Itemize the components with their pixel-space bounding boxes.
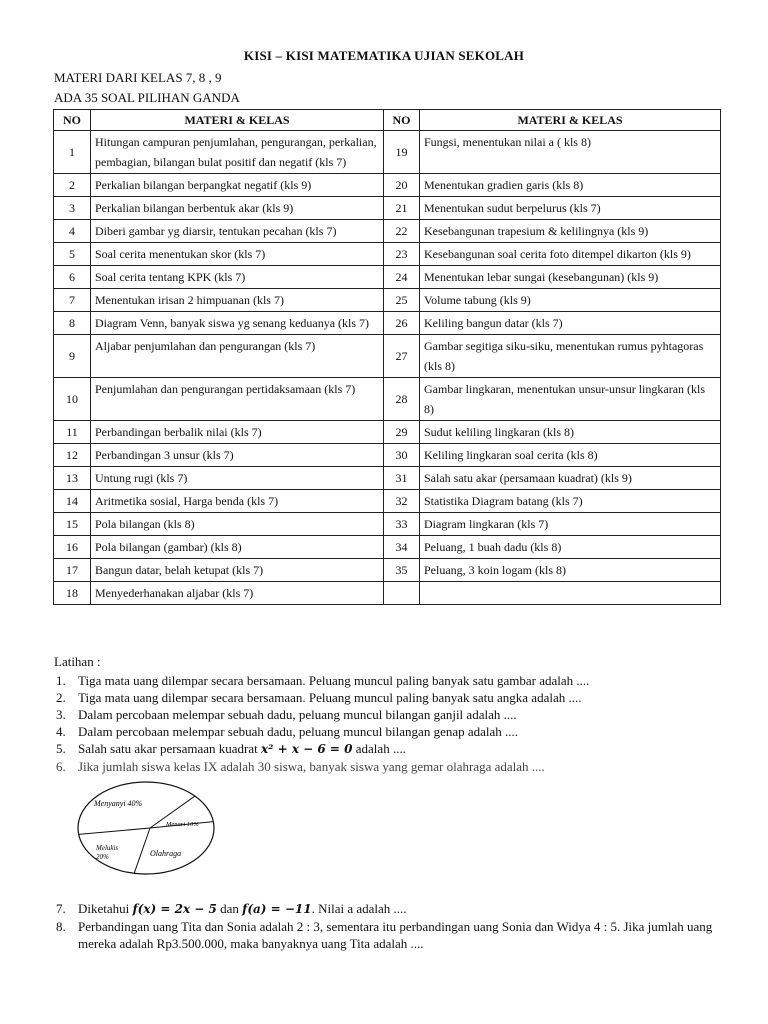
question-text: Tiga mata uang dilempar secara bersamaan. Peluang muncul paling banyak satu gambar adalah .... — [78, 673, 590, 688]
question-item — [54, 672, 734, 689]
row-materi-right: Gambar lingkaran, menentukan unsur-unsur lingkaran (kls 8) — [420, 378, 721, 421]
question-text: Tiga mata uang dilempar secara bersamaan. Peluang muncul paling banyak satu angka adalah .... — [78, 690, 582, 705]
row-no-left: 18 — [54, 582, 91, 605]
pie-label-melukis-value: 20% — [96, 853, 109, 861]
row-no-left: 2 — [54, 174, 91, 197]
question-number: 6. — [56, 759, 66, 774]
table-row — [54, 536, 721, 559]
row-no-left: 13 — [54, 467, 91, 490]
header-materi-left: MATERI & KELAS — [91, 110, 384, 131]
question-item — [54, 900, 744, 918]
row-materi-left: Perkalian bilangan berpangkat negatif (kls 9) — [91, 174, 384, 197]
question-item — [54, 740, 734, 758]
question-math-1: f(x) = 2x − 5 — [132, 902, 217, 916]
row-no-right: 19 — [384, 131, 420, 174]
row-no-left: 14 — [54, 490, 91, 513]
row-materi-left: Aritmetika sosial, Harga benda (kls 7) — [91, 490, 384, 513]
row-materi-right: Diagram lingkaran (kls 7) — [420, 513, 721, 536]
row-no-left: 7 — [54, 289, 91, 312]
table-row — [54, 312, 721, 335]
table-header-row — [54, 110, 721, 131]
row-no-right: 33 — [384, 513, 420, 536]
question-item — [54, 918, 744, 952]
row-no-right: 23 — [384, 243, 420, 266]
question-number: 8. — [56, 919, 66, 934]
subtitle-soal: ADA 35 SOAL PILIHAN GANDA — [54, 90, 240, 105]
row-materi-left: Diberi gambar yg diarsir, tentukan pecahan (kls 7) — [91, 220, 384, 243]
table-row — [54, 421, 721, 444]
table-body — [54, 131, 721, 605]
row-materi-left: Diagram Venn, banyak siswa yg senang keduanya (kls 7) — [91, 312, 384, 335]
row-no-right: 29 — [384, 421, 420, 444]
row-materi-right: Fungsi, menentukan nilai a ( kls 8) — [420, 131, 721, 174]
row-no-right: 26 — [384, 312, 420, 335]
question-text-pre: Salah satu akar persamaan kuadrat — [78, 741, 262, 756]
row-materi-right: Menentukan lebar sungai (kesebangunan) (kls 9) — [420, 266, 721, 289]
pie-label-melukis: Melukis — [96, 844, 119, 852]
row-no-right: 28 — [384, 378, 420, 421]
row-materi-left: Untung rugi (kls 7) — [91, 467, 384, 490]
row-materi-left: Menentukan irisan 2 himpuanan (kls 7) — [91, 289, 384, 312]
row-no-right: 32 — [384, 490, 420, 513]
table-row — [54, 513, 721, 536]
question-item — [54, 706, 734, 723]
row-materi-right: Kesebangunan soal cerita foto ditempel dikarton (kls 9) — [420, 243, 721, 266]
question-text: Dalam percobaan melempar sebuah dadu, peluang muncul bilangan ganjil adalah .... — [78, 707, 517, 722]
row-materi-right: Gambar segitiga siku-siku, menentukan rumus pyhtagoras (kls 8) — [420, 335, 721, 378]
table-row — [54, 467, 721, 490]
row-no-left: 12 — [54, 444, 91, 467]
table-row — [54, 131, 721, 174]
row-no-left: 3 — [54, 197, 91, 220]
question-number: 2. — [56, 690, 66, 705]
row-no-right: 22 — [384, 220, 420, 243]
row-no-left: 5 — [54, 243, 91, 266]
row-no-right: 31 — [384, 467, 420, 490]
row-materi-left: Aljabar penjumlahan dan pengurangan (kls 7) — [91, 335, 384, 378]
row-no-left: 1 — [54, 131, 91, 174]
row-materi-right: Salah satu akar (persamaan kuadrat) (kls 9) — [420, 467, 721, 490]
question-number: 7. — [56, 901, 66, 916]
pie-chart — [74, 778, 224, 878]
question-math-2: f(a) = −11 — [242, 902, 312, 916]
row-no-right: 21 — [384, 197, 420, 220]
row-materi-right: Volume tabung (kls 9) — [420, 289, 721, 312]
row-no-right: 35 — [384, 559, 420, 582]
question-text: Perbandingan uang Tita dan Sonia adalah 2 : 3, sementara itu perbandingan uang Sonia dan Widya 4 : 5. Jika jumlah uang mereka adalah Rp3.500.000, maka banyaknya uang Tita adalah .... — [78, 919, 713, 951]
row-materi-left: Soal cerita tentang KPK (kls 7) — [91, 266, 384, 289]
row-materi-left: Hitungan campuran penjumlahan, pengurangan, perkalian, pembagian, bilangan bulat positif dan negatif (kls 7) — [91, 131, 384, 174]
question-item — [54, 723, 734, 740]
question-item — [54, 758, 734, 775]
question-text-post: adalah .... — [352, 741, 406, 756]
row-materi-right: Statistika Diagram batang (kls 7) — [420, 490, 721, 513]
subtitle-materi: MATERI DARI KELAS 7, 8 , 9 — [54, 70, 222, 85]
row-materi-left: Soal cerita menentukan skor (kls 7) — [91, 243, 384, 266]
table-row — [54, 444, 721, 467]
header-no-left: NO — [54, 110, 91, 131]
row-no-right: 34 — [384, 536, 420, 559]
table-row — [54, 335, 721, 378]
pie-label-menari: Menari 10% — [166, 821, 199, 828]
row-no-left: 16 — [54, 536, 91, 559]
row-no-left: 4 — [54, 220, 91, 243]
question-text-mid: dan — [216, 901, 243, 916]
row-materi-left: Perkalian bilangan berbentuk akar (kls 9) — [91, 197, 384, 220]
row-materi-right: Menentukan sudut berpelurus (kls 7) — [420, 197, 721, 220]
row-no-left: 15 — [54, 513, 91, 536]
question-item — [54, 689, 734, 706]
row-materi-right: Sudut keliling lingkaran (kls 8) — [420, 421, 721, 444]
kisi-kisi-table — [53, 109, 721, 605]
table-row — [54, 289, 721, 312]
question-list — [54, 672, 734, 775]
row-no-left: 6 — [54, 266, 91, 289]
row-no-left: 8 — [54, 312, 91, 335]
row-materi-right: Peluang, 1 buah dadu (kls 8) — [420, 536, 721, 559]
header-materi-right: MATERI & KELAS — [420, 110, 721, 131]
pie-divider-line — [79, 828, 150, 834]
question-text: Jika jumlah siswa kelas IX adalah 30 siswa, banyak siswa yang gemar olahraga adalah .... — [78, 759, 545, 774]
row-materi-left: Bangun datar, belah ketupat (kls 7) — [91, 559, 384, 582]
row-materi-right: Peluang, 3 koin logam (kls 8) — [420, 559, 721, 582]
row-materi-left: Perbandingan 3 unsur (kls 7) — [91, 444, 384, 467]
row-materi-left: Perbandingan berbalik nilai (kls 7) — [91, 421, 384, 444]
page-title: KISI – KISI MATEMATIKA UJIAN SEKOLAH — [243, 48, 525, 63]
row-no-left: 10 — [54, 378, 91, 421]
table-row — [54, 378, 721, 421]
question-number: 1. — [56, 673, 66, 688]
header-no-right: NO — [384, 110, 420, 131]
table-row — [54, 243, 721, 266]
table-row — [54, 197, 721, 220]
row-no-right: 25 — [384, 289, 420, 312]
question-number: 4. — [56, 724, 66, 739]
question-math: x² + x − 6 = 0 — [261, 742, 353, 756]
question-text: Dalam percobaan melempar sebuah dadu, peluang muncul bilangan genap adalah .... — [78, 724, 519, 739]
question-text-post: . Nilai a adalah .... — [311, 901, 407, 916]
row-materi-left: Pola bilangan (gambar) (kls 8) — [91, 536, 384, 559]
pie-divider-line — [134, 828, 150, 873]
row-materi-right: Kesebangunan trapesium & kelilingnya (kls 9) — [420, 220, 721, 243]
row-no-left: 9 — [54, 335, 91, 378]
row-materi-left: Pola bilangan (kls 8) — [91, 513, 384, 536]
question-text-pre: Diketahui — [78, 901, 133, 916]
row-no-left: 17 — [54, 559, 91, 582]
row-no-right: 27 — [384, 335, 420, 378]
table-row — [54, 266, 721, 289]
row-materi-right — [420, 582, 721, 605]
table-row — [54, 582, 721, 605]
latihan-label: Latihan : — [54, 654, 101, 669]
row-no-right — [384, 582, 420, 605]
question-list-2 — [54, 900, 744, 952]
row-materi-right: Menentukan gradien garis (kls 8) — [420, 174, 721, 197]
row-no-right: 20 — [384, 174, 420, 197]
pie-label-menyanyi: Menyanyi 40% — [94, 799, 143, 808]
row-no-right: 30 — [384, 444, 420, 467]
row-materi-left: Menyederhanakan aljabar (kls 7) — [91, 582, 384, 605]
row-no-right: 24 — [384, 266, 420, 289]
table-row — [54, 490, 721, 513]
row-no-left: 11 — [54, 421, 91, 444]
row-materi-right: Keliling bangun datar (kls 7) — [420, 312, 721, 335]
table-row — [54, 220, 721, 243]
question-number: 5. — [56, 741, 66, 756]
table-row — [54, 559, 721, 582]
row-materi-left: Penjumlahan dan pengurangan pertidaksamaan (kls 7) — [91, 378, 384, 421]
row-materi-right: Keliling lingkaran soal cerita (kls 8) — [420, 444, 721, 467]
question-number: 3. — [56, 707, 66, 722]
pie-label-olahraga: Olahraga — [150, 849, 182, 858]
table-row — [54, 174, 721, 197]
